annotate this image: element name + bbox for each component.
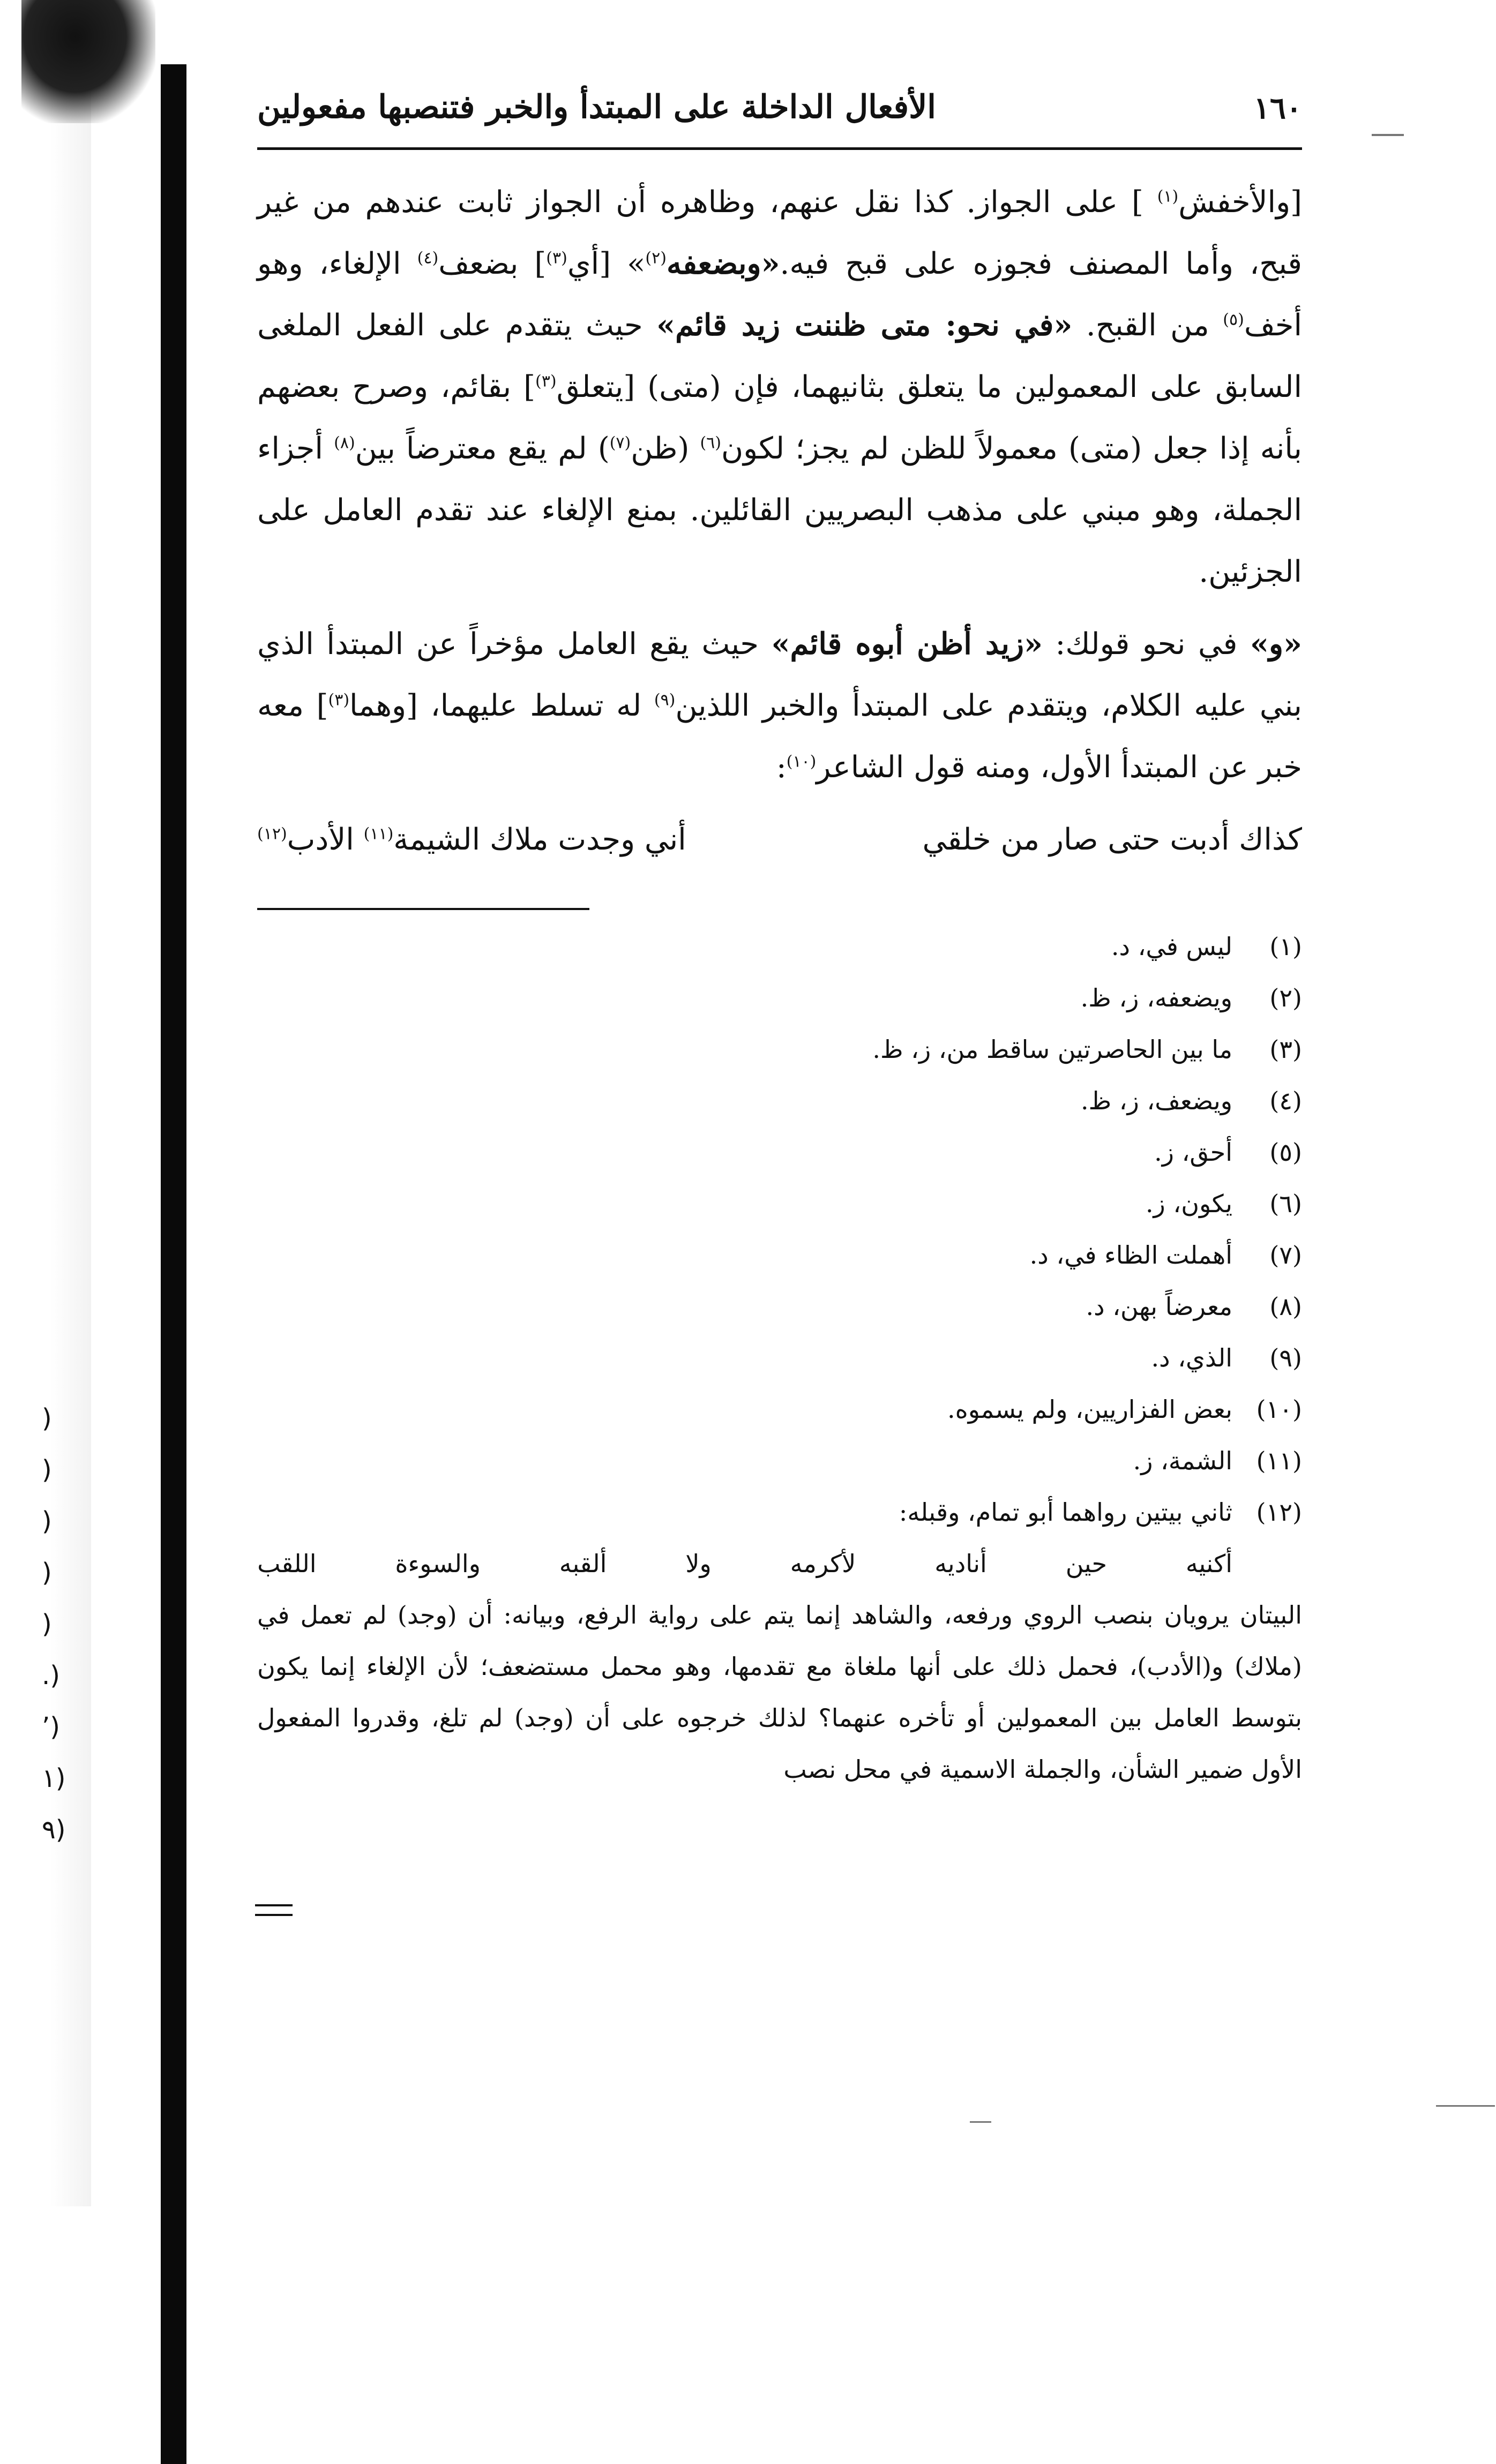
scan-speck <box>970 2121 991 2123</box>
margin-mark: ʼ) <box>42 1712 60 1742</box>
margin-mark: ٩) <box>42 1815 66 1845</box>
footnote: (٢) ويضعفه، ز، ظ. <box>1080 983 1302 1012</box>
footnote: (٩) الذي، د. <box>1151 1343 1302 1372</box>
main-text <box>257 171 1302 870</box>
footnote: (٦) يكون، ز. <box>1145 1189 1302 1218</box>
verse-hemistich-2: أني وجدت ملاك الشيمة$^{(١١)}$ الأدب$^{(١٢)}$ <box>257 822 686 857</box>
margin-mark: ) <box>42 1455 52 1485</box>
footnote: (٧) أهملت الظاء في، د. <box>1029 1241 1302 1269</box>
footnote: (١٢) ثاني بيتين رواهما أبو تمام، وقبله: <box>899 1498 1302 1527</box>
continuation-mark <box>255 1904 293 1916</box>
footnote-separator <box>257 908 589 910</box>
footnote-commentary: البيتان يرويان بنصب الروي ورفعه، والشاهد إنما يتم على رواية الرفع، وبيانه: أن (وجد) لم تعمل في (ملاك) و(الأدب)، فحمل ذلك على أنها ملغاة مع تقدمها، وهو محمل مستضعف؛ لأن الإلغاء إنما يكون بتوسط العامل بين المعمولين أو تأخره عنهما؟ لذلك خرجوه على أن (وجد) لم تلغ، وقدروا المفعول الأول ضمير الشأن، والجملة الاسمية في محل نصب <box>257 1601 1302 1784</box>
margin-mark: .) <box>42 1661 60 1691</box>
page-header <box>257 75 1302 150</box>
margin-mark: ١) <box>42 1763 66 1793</box>
margin-mark: ) <box>42 1403 52 1433</box>
footnote: (١١) الشمة، ز. <box>1133 1446 1302 1475</box>
scan-speck <box>1436 2105 1495 2107</box>
margin-mark: ) <box>42 1558 52 1588</box>
binding-edge-bar <box>161 64 186 2464</box>
page-number: ١٦٠ <box>1253 91 1302 126</box>
scan-speck <box>1372 134 1404 136</box>
footnotes <box>257 921 1302 1795</box>
footnote: (٣) ما بين الحاصرتين ساقط من، ز، ظ. <box>872 1035 1302 1064</box>
footnote: (٥) أحق، ز. <box>1154 1138 1302 1167</box>
footnote: (١٠) بعض الفزاريين، ولم يسموه. <box>947 1395 1302 1424</box>
footnote: (٨) معرضاً بهن، د. <box>1086 1292 1302 1321</box>
paragraph-2: «و» في نحو قولك: «زيد أظن أبوه قائم» حيث يقع العامل مؤخراً عن المبتدأ الذي بني عليه الكلام، ويتقدم على المبتدأ والخبر اللذين$^{(٩)}$ له تسلط عليهما، [وهما$^{(٣)}$] معه خبر عن المبتدأ الأول، ومنه قول الشاعر$^{(١٠)}$: <box>257 626 1302 785</box>
poetry-verse <box>257 809 1302 870</box>
book-page <box>257 75 1302 1795</box>
scan-shadow <box>0 0 91 2206</box>
margin-marks <box>42 1393 74 1855</box>
running-title: الأفعال الداخلة على المبتدأ والخبر فتنصبها مفعولين <box>257 88 936 126</box>
verse-hemistich-1: كذاك أدبت حتى صار من خلقي <box>922 822 1302 857</box>
footnote: (٤) ويضعف، ز، ظ. <box>1080 1086 1302 1115</box>
margin-mark: ) <box>42 1506 52 1536</box>
margin-mark: ) <box>42 1609 52 1639</box>
binding-blot <box>21 0 155 123</box>
paragraph-1: [والأخفش$^{(١)}$ ] على الجواز. كذا نقل عنهم، وظاهره أن الجواز ثابت عندهم من غير قبح، وأما المصنف فجوزه على قبح فيه.«وبضعفه$^{(٢)}$» [أي$^{(٣)}$] بضعف$^{(٤)}$ الإلغاء، وهو أخف$^{(٥)}$ من القبح. «في نحو: متى ظننت زيد قائم» حيث يتقدم على الفعل الملغى السابق على المعمولين ما يتعلق بثانيهما، فإن (متى) [يتعلق$^{(٣)}$] بقائم، وصرح بعضهم بأنه إذا جعل (متى) معمولاً للظن لم يجز؛ لكون$^{(٦)}$ (ظن$^{(٧)}$) لم يقع معترضاً بين$^{(٨)}$ أجزاء الجملة، وهو مبني على مذهب البصريين القائلين. بمنع الإلغاء عند تقدم العامل على الجزئين. <box>257 185 1303 589</box>
footnote-verse: أكنيه حين أناديه لأكرمه ولا ألقبه والسوءة اللقب <box>257 1549 1232 1578</box>
footnote: (١) ليس في، د. <box>1111 932 1302 961</box>
